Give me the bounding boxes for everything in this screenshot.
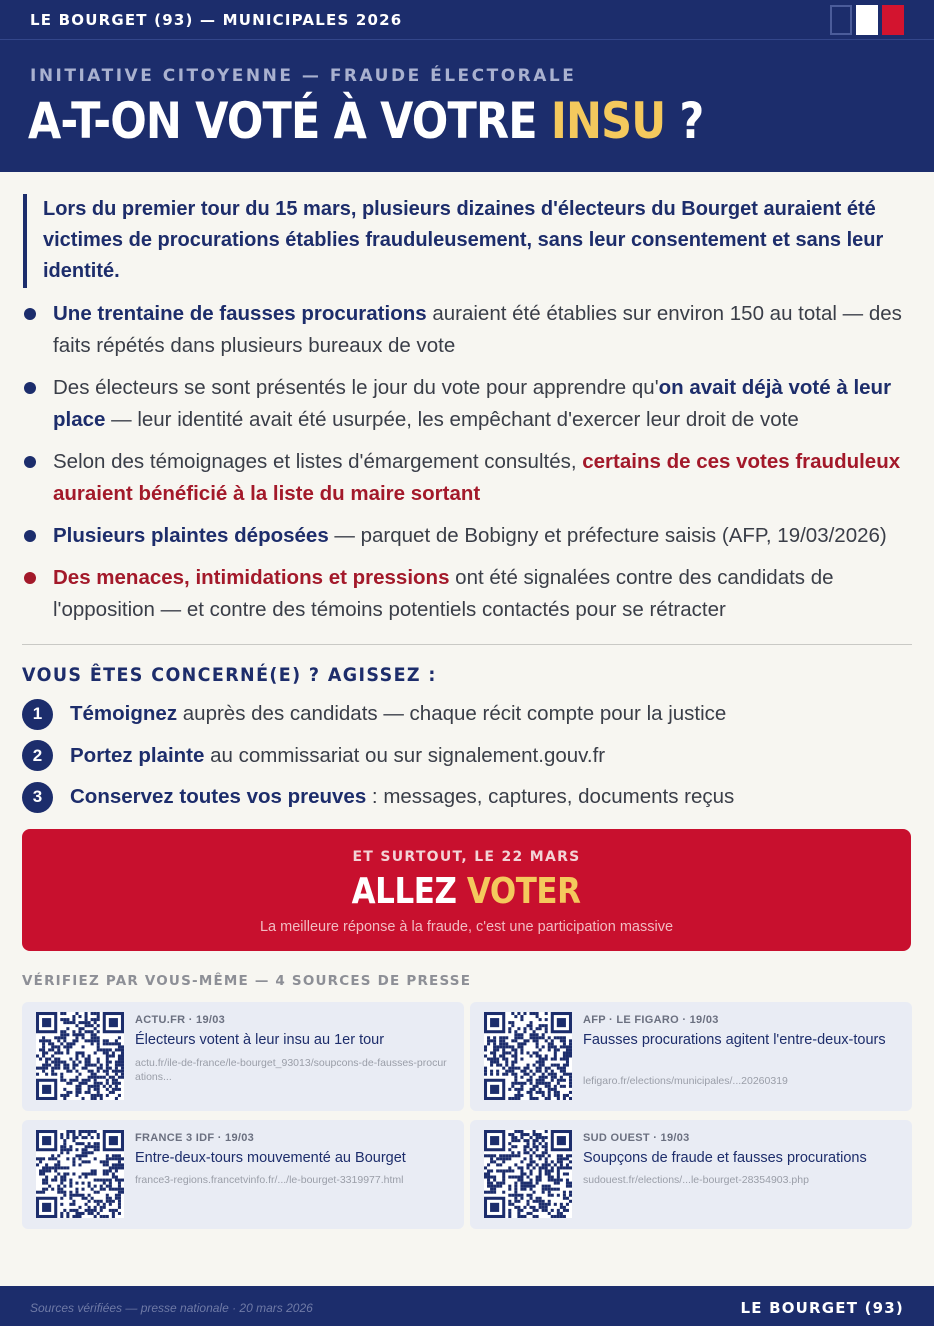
top-bar bbox=[0, 0, 934, 40]
source-card[interactable] bbox=[470, 1002, 912, 1111]
fact-text: Des électeurs se sont présentés le jour du vote pour apprendre qu' bbox=[53, 376, 659, 399]
card-title: Électeurs votent à leur insu au 1er tour bbox=[135, 1032, 385, 1048]
source-card[interactable] bbox=[470, 1120, 912, 1229]
fact-item bbox=[22, 298, 914, 362]
bullet-dot-icon bbox=[24, 456, 36, 468]
step-bold: Témoignez bbox=[70, 702, 178, 725]
page-title bbox=[28, 92, 703, 150]
fact-text: auraient été établies sur environ 150 au total — des faits répétés dans plusieurs bureaux de vote bbox=[53, 302, 902, 357]
sources-title: VÉRIFIEZ PAR VOUS-MÊME — 4 SOURCES DE PRESSE bbox=[22, 973, 472, 989]
fact-text: ont été signalées contre des candidats de l'opposition — et contre des témoins potentiels contactés pour se rétracter bbox=[53, 566, 834, 621]
step-number: 3 bbox=[22, 782, 53, 813]
divider bbox=[22, 644, 912, 645]
vote-banner-kicker: ET SURTOUT, LE 22 MARS bbox=[352, 849, 581, 865]
qr-code-icon[interactable] bbox=[484, 1130, 572, 1218]
footer-note: Sources vérifiées — presse nationale · 20 mars 2026 bbox=[30, 1301, 313, 1315]
fact-bold: Une trentaine de fausses procurations bbox=[53, 302, 427, 325]
step-number: 2 bbox=[22, 740, 53, 771]
fact-bold: Plusieurs plaintes déposées bbox=[53, 524, 329, 547]
card-source: ACTU.FR · 19/03 bbox=[135, 1014, 226, 1026]
fact-text: Selon des témoignages et listes d'émargement consultés, bbox=[53, 450, 583, 473]
intro-paragraph: Lors du premier tour du 15 mars, plusieurs dizaines d'électeurs du Bourget auraient été victimes de procurations établies frauduleusement, sans leur consentement et sans leur identité. bbox=[23, 194, 913, 288]
fact-red: Des menaces, intimidations et pressions bbox=[53, 566, 450, 589]
bullet-dot-icon bbox=[24, 572, 36, 584]
vote-banner-pre: ALLEZ bbox=[352, 871, 468, 912]
headline-pre: A-T-ON VOTÉ À VOTRE bbox=[28, 92, 551, 150]
vote-banner-highlight: VOTER bbox=[467, 871, 581, 912]
card-url[interactable]: sudouest.fr/elections/...le-bourget-28354903.php bbox=[583, 1174, 809, 1186]
fact-list bbox=[22, 298, 914, 636]
card-title: Soupçons de fraude et fausses procurations bbox=[583, 1150, 867, 1166]
qr-code-icon[interactable] bbox=[36, 1130, 124, 1218]
source-card[interactable] bbox=[22, 1002, 464, 1111]
fact-item bbox=[22, 372, 914, 436]
card-url[interactable]: france3-regions.francetvinfo.fr/.../le-bourget-3319977.html bbox=[135, 1174, 404, 1186]
card-title: Entre-deux-tours mouvementé au Bourget bbox=[135, 1150, 406, 1166]
card-source: SUD OUEST · 19/03 bbox=[583, 1132, 690, 1144]
french-flag-icon bbox=[830, 5, 904, 35]
fact-text: — parquet de Bobigny et préfecture saisis (AFP, 19/03/2026) bbox=[328, 524, 887, 547]
qr-code-icon[interactable] bbox=[36, 1012, 124, 1100]
card-source: AFP · LE FIGARO · 19/03 bbox=[583, 1014, 719, 1026]
step-number: 1 bbox=[22, 699, 53, 730]
fact-item bbox=[22, 446, 914, 510]
header-kicker: INITIATIVE CITOYENNE — FRAUDE ÉLECTORALE bbox=[30, 66, 577, 86]
bullet-dot-icon bbox=[24, 530, 36, 542]
bullet-dot-icon bbox=[24, 382, 36, 394]
top-bar-title: LE BOURGET (93) — MUNICIPALES 2026 bbox=[30, 10, 403, 29]
action-title: VOUS ÊTES CONCERNÉ(E) ? AGISSEZ : bbox=[22, 664, 437, 686]
action-steps bbox=[22, 698, 912, 823]
vote-banner-title bbox=[22, 871, 911, 912]
fact-bold: on avait déjà voté à leur place bbox=[53, 376, 892, 431]
step-text: auprès des candidats — chaque récit compte pour la justice bbox=[177, 702, 727, 725]
vote-banner bbox=[22, 829, 911, 951]
fact-item bbox=[22, 520, 914, 552]
action-step bbox=[22, 781, 912, 813]
card-title: Fausses procurations agitent l'entre-deux-tours bbox=[583, 1032, 886, 1048]
bullet-dot-icon bbox=[24, 308, 36, 320]
card-source: FRANCE 3 IDF · 19/03 bbox=[135, 1132, 255, 1144]
vote-banner-subtitle: La meilleure réponse à la fraude, c'est une participation massive bbox=[259, 919, 674, 935]
step-bold: Portez plainte bbox=[70, 743, 205, 767]
headline-highlight: INSU bbox=[550, 92, 666, 150]
source-card[interactable] bbox=[22, 1120, 464, 1229]
qr-code-icon[interactable] bbox=[484, 1012, 572, 1100]
card-url[interactable]: actu.fr/ile-de-france/le-bourget_93013/soupcons-de-fausses-procurations... bbox=[135, 1057, 447, 1083]
step-text: : messages, captures, documents reçus bbox=[366, 785, 735, 808]
action-step bbox=[22, 698, 912, 730]
fact-red: certains de ces votes frauduleux auraient bénéficié à la liste du maire sortant bbox=[53, 450, 901, 505]
footer bbox=[0, 1286, 934, 1326]
card-url[interactable]: lefigaro.fr/elections/municipales/...20260319 bbox=[583, 1075, 788, 1087]
action-step bbox=[22, 740, 912, 772]
step-bold: Conservez toutes vos preuves bbox=[70, 785, 367, 808]
step-text: au commissariat ou sur signalement.gouv.fr bbox=[204, 743, 606, 767]
header bbox=[0, 40, 934, 172]
fact-item bbox=[22, 562, 914, 626]
headline-post: ? bbox=[665, 92, 704, 150]
footer-brand: LE BOURGET (93) bbox=[740, 1299, 904, 1317]
fact-text: — leur identité avait été usurpée, les empêchant d'exercer leur droit de vote bbox=[105, 408, 799, 431]
